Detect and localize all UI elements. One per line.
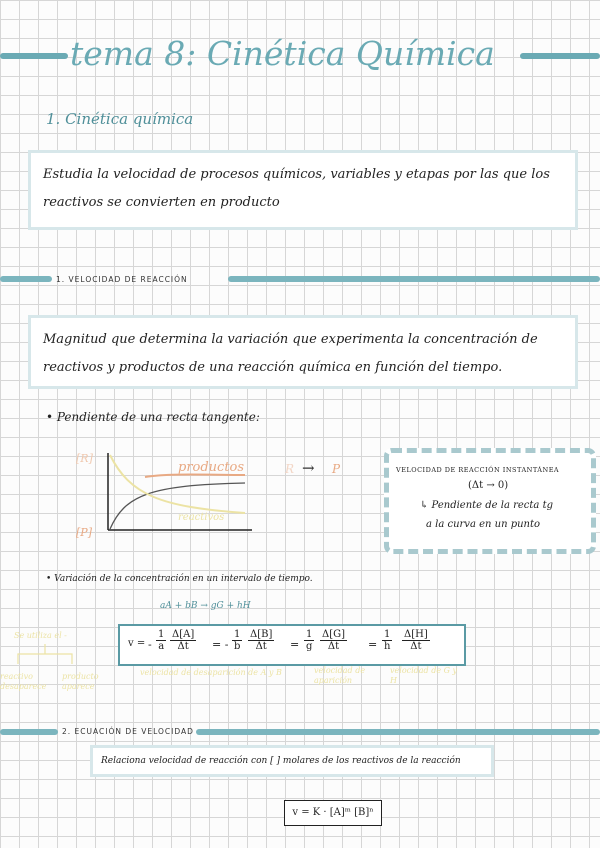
ecuacion-heading: 2. ECUACIÓN DE VELOCIDAD bbox=[62, 727, 194, 736]
rate-term-2-coef: $\frac{1}{g}$ bbox=[305, 629, 313, 652]
velocidad-definition-box bbox=[28, 315, 578, 389]
ecuacion-definition: Relaciona velocidad de reacción con [ ] molares de los reactivos de la reacción bbox=[101, 756, 461, 766]
reaction-r: R bbox=[285, 462, 295, 476]
rate-law-box bbox=[284, 800, 382, 826]
rate-term-0-sign: - bbox=[148, 638, 152, 651]
note-mid: velocidad de desaparición de A y B bbox=[140, 668, 282, 677]
title-bar-right bbox=[520, 53, 600, 59]
rate-term-0-coef: $\frac{1}{a}$ bbox=[158, 629, 165, 652]
note-right-a: velocidad de aparición bbox=[314, 666, 366, 685]
rate-term-3-sign: = bbox=[368, 638, 378, 651]
rate-law-formula: v = K · [A]ᵐ [B]ⁿ bbox=[292, 807, 374, 818]
rate-term-0-frac: $\frac{\Delta[A]}{\Delta t}$ bbox=[172, 629, 195, 652]
rate-term-1-coef: $\frac{1}{b}$ bbox=[233, 629, 241, 652]
instant-limit: (Δt → 0) bbox=[468, 480, 509, 491]
rate-term-1-frac: $\frac{\Delta[B]}{\Delta t}$ bbox=[250, 629, 273, 652]
reaction-equation: aA + bB → gG + hH bbox=[160, 601, 251, 611]
title-bar-left bbox=[0, 53, 68, 59]
graph-label-p: [P] bbox=[76, 526, 92, 539]
note-left-b: producto aparece bbox=[62, 672, 99, 691]
rate-term-3-frac: $\frac{\Delta[H]}{\Delta t}$ bbox=[404, 629, 428, 652]
velocidad-definition: Magnitud que determina la variación que experimenta la concentración de reactivos y productos de una reacción química en función del tiempo. bbox=[43, 332, 538, 375]
reaction-p: P bbox=[332, 462, 341, 476]
graph-label-r: [R] bbox=[76, 452, 93, 465]
section1-heading: 1. Cinética química bbox=[46, 110, 194, 128]
rate-term-2-sign: = bbox=[290, 638, 300, 651]
section1-definition-box bbox=[28, 150, 578, 230]
rate-v: v = bbox=[128, 638, 146, 649]
bullet-interval: • Variación de la concentración en un intervalo de tiempo. bbox=[46, 574, 313, 584]
note-left-top: Se utiliza el - bbox=[14, 631, 67, 640]
note-left-a: reactivo desaparece bbox=[0, 672, 47, 691]
velocidad-heading: 1. VELOCIDAD DE REACCIÓN bbox=[56, 275, 188, 284]
instant-title: VELOCIDAD DE REACCIÓN INSTANTÁNEA bbox=[396, 466, 560, 474]
graph-label-reactives: reactivos bbox=[178, 512, 225, 523]
reaction-arrow: → bbox=[302, 459, 315, 477]
note-left-bracket bbox=[10, 644, 80, 668]
ecuacion-bar-right bbox=[196, 729, 600, 735]
page-title: tema 8: Cinética Química bbox=[70, 34, 495, 73]
section1-definition: Estudia la velocidad de procesos químicos, variables y etapas por las que los reactivos se convierten en producto bbox=[43, 167, 550, 210]
rate-term-2-frac: $\frac{\Delta[G]}{\Delta t}$ bbox=[322, 629, 346, 652]
ecuacion-definition-box bbox=[90, 745, 494, 777]
instant-line1: ↳ Pendiente de la recta tg bbox=[420, 500, 553, 511]
ecuacion-bar-left bbox=[0, 729, 58, 735]
bullet-tangent: • Pendiente de una recta tangente: bbox=[46, 410, 260, 424]
velocidad-bar-right bbox=[228, 276, 600, 282]
velocidad-bar-left bbox=[0, 276, 52, 282]
graph-label-products: productos bbox=[178, 460, 245, 475]
instant-line2: a la curva en un punto bbox=[426, 519, 541, 530]
note-right-b: velocidad de G y H bbox=[390, 666, 458, 685]
rate-formula-box bbox=[118, 624, 466, 666]
rate-term-1-sign: = - bbox=[212, 638, 229, 651]
rate-term-3-coef: $\frac{1}{h}$ bbox=[383, 629, 391, 652]
